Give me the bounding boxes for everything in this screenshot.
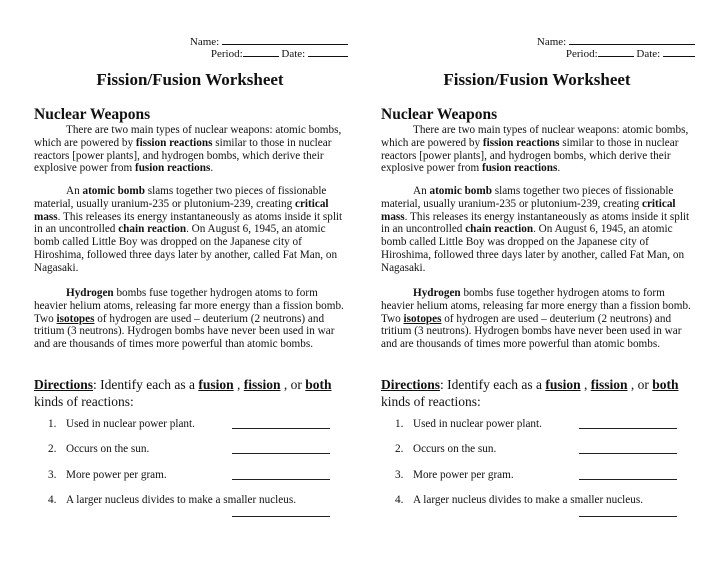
answer-blank-1[interactable]: [232, 428, 330, 429]
period-label: Period:: [565, 48, 598, 60]
answer-blank-4[interactable]: [232, 516, 330, 517]
paragraph-atomic-bomb: An atomic bomb slams together two pieces of fissionable material, usually uranium-235 or plutonium-239, creating critical mass. This releases its energy instantaneously as atoms inside it split in an uncontrolled chain reaction. On August 6, 1945, an atomic bomb called Little Boy was dropped on the Japanese city of Hiroshima, followed three days later by another, called Fat Man, on Nagasaki.: [381, 185, 690, 274]
question-4: 4. A larger nucleus divides to make a smaller nucleus.: [48, 494, 297, 506]
answer-blank-2[interactable]: [232, 453, 330, 454]
period-blank[interactable]: [243, 47, 279, 57]
name-blank[interactable]: [569, 35, 695, 45]
question-3: 3. More power per gram.: [48, 469, 167, 481]
question-3: 3. More power per gram.: [395, 469, 514, 481]
question-1: 1. Used in nuclear power plant.: [48, 418, 195, 430]
date-label: Date:: [636, 48, 661, 60]
question-1: 1. Used in nuclear power plant.: [395, 418, 542, 430]
directions: Directions: Identify each as a fusion , fission , or both kinds of reactions:: [381, 377, 679, 409]
period-blank[interactable]: [598, 47, 634, 57]
paragraph-hydrogen-bomb: Hydrogen bombs fuse together hydrogen atoms to form heavier helium atoms, releasing far more energy than a fission bomb. Two isotopes of hydrogen are used – deuterium (2 neutrons) and tritium (3 neutrons). Hydrogen bombs have never been used in war and are thousands of times more powerful than atomic bombs.: [34, 287, 344, 351]
period-date-line: [347, 47, 695, 61]
section-heading: Nuclear Weapons: [381, 106, 498, 123]
paragraph-hydrogen-bomb: Hydrogen bombs fuse together hydrogen atoms to form heavier helium atoms, releasing far more energy than a fission bomb. Two isotopes of hydrogen are used – deuterium (2 neutrons) and tritium (3 neutrons). Hydrogen bombs have never been used in war and are thousands of times more powerful than atomic bombs.: [381, 287, 691, 351]
period-date-line: [0, 47, 348, 61]
date-blank[interactable]: [663, 47, 695, 57]
paragraph-atomic-bomb: An atomic bomb slams together two pieces of fissionable material, usually uranium-235 or plutonium-239, creating critical mass. This releases its energy instantaneously as atoms inside it split in an uncontrolled chain reaction. On August 6, 1945, an atomic bomb called Little Boy was dropped on the Japanese city of Hiroshima, followed three days later by another, called Fat Man, on Nagasaki.: [34, 185, 343, 274]
answer-blank-3[interactable]: [232, 479, 330, 480]
paragraph-intro: There are two main types of nuclear weapons: atomic bombs, which are powered by fission reactions similar to those in nuclear reactors [power plants], and hydrogen bombs, which derive their explosive power from fusion reactions.: [381, 124, 689, 175]
page-title: Fission/Fusion Worksheet: [96, 70, 284, 89]
date-label: Date:: [281, 48, 306, 60]
name-label: Name:: [189, 36, 220, 48]
section-heading: Nuclear Weapons: [34, 106, 151, 123]
question-2: 2. Occurs on the sun.: [48, 443, 150, 455]
answer-blank-2[interactable]: [579, 453, 677, 454]
answer-blank-3[interactable]: [579, 479, 677, 480]
period-label: Period:: [210, 48, 243, 60]
page-title: Fission/Fusion Worksheet: [443, 70, 631, 89]
name-blank[interactable]: [222, 35, 348, 45]
answer-blank-1[interactable]: [579, 428, 677, 429]
date-blank[interactable]: [308, 47, 348, 57]
directions: Directions: Identify each as a fusion , fission , or both kinds of reactions:: [34, 377, 332, 409]
name-label: Name:: [536, 36, 567, 48]
paragraph-intro: There are two main types of nuclear weapons: atomic bombs, which are powered by fission reactions similar to those in nuclear reactors [power plants], and hydrogen bombs, which derive their explosive power from fusion reactions.: [34, 124, 342, 175]
worksheet-page-right: [347, 0, 711, 562]
answer-blank-4[interactable]: [579, 516, 677, 517]
question-2: 2. Occurs on the sun.: [395, 443, 497, 455]
question-4: 4. A larger nucleus divides to make a smaller nucleus.: [395, 494, 644, 506]
